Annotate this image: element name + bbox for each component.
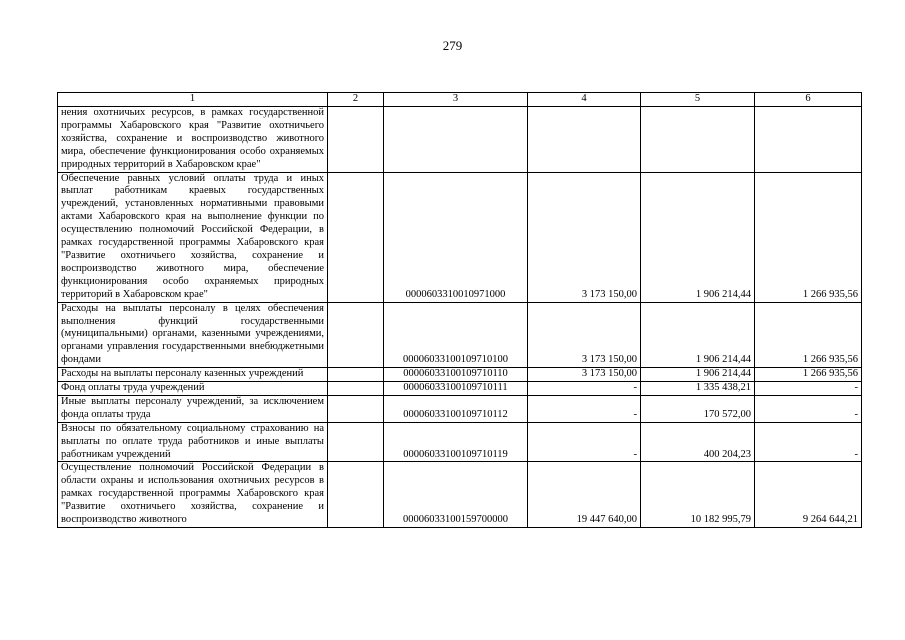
table-row: [58, 302, 862, 368]
row-col2: [328, 107, 384, 173]
row-value-5: 1 906 214,44: [641, 172, 755, 302]
row-value-5: 1 906 214,44: [641, 302, 755, 368]
row-value-6: 1 266 935,56: [755, 368, 862, 382]
row-value-4: -: [528, 422, 641, 462]
row-value-6: [755, 107, 862, 173]
row-value-6: 1 266 935,56: [755, 302, 862, 368]
row-name: Взносы по обязательному социальному страхованию на выплаты по оплате труда работников и иные выплаты работникам учреждений: [58, 422, 328, 462]
row-value-5: 170 572,00: [641, 395, 755, 422]
row-code: [384, 107, 528, 173]
row-value-5: [641, 107, 755, 173]
row-name: Фонд оплаты труда учреждений: [58, 382, 328, 396]
col-header-3: 3: [384, 93, 528, 107]
row-value-6: -: [755, 382, 862, 396]
table-row: [58, 422, 862, 462]
row-col2: [328, 395, 384, 422]
row-value-6: -: [755, 395, 862, 422]
row-col2: [328, 368, 384, 382]
row-col2: [328, 382, 384, 396]
row-value-5: 10 182 995,79: [641, 462, 755, 528]
row-col2: [328, 462, 384, 528]
table-row: [58, 107, 862, 173]
row-code: 00006033100109710100: [384, 302, 528, 368]
row-value-4: 3 173 150,00: [528, 172, 641, 302]
col-header-4: 4: [528, 93, 641, 107]
row-name: Обеспечение равных условий оплаты труда и иных выплат работникам краевых государственных учреждений, установленных нормативными правовыми актами Хабаровского края на выполнение функции по осуществлению полномочий Российской Федерации, в рамках государственной программы Хабаровского края "Развитие охотничьего хозяйства, сохранение и воспроизводство животного мира, обеспечение функционирования особо охраняемых природных территорий в Хабаровском крае": [58, 172, 328, 302]
row-code: 00006033100109710111: [384, 382, 528, 396]
row-code: 00006033100109710112: [384, 395, 528, 422]
row-code: 0000603310010971000: [384, 172, 528, 302]
row-value-4: 3 173 150,00: [528, 368, 641, 382]
row-col2: [328, 422, 384, 462]
row-value-4: 3 173 150,00: [528, 302, 641, 368]
row-value-5: 400 204,23: [641, 422, 755, 462]
col-header-5: 5: [641, 93, 755, 107]
row-value-4: -: [528, 395, 641, 422]
table-row: [58, 462, 862, 528]
row-value-4: -: [528, 382, 641, 396]
row-code: 00006033100159700000: [384, 462, 528, 528]
table-row: [58, 395, 862, 422]
row-value-5: 1 335 438,21: [641, 382, 755, 396]
budget-table: [57, 92, 862, 528]
row-name: Расходы на выплаты персоналу в целях обеспечения выполнения функций государственными (муниципальными) органами, казенными учреждениями, органами управления государственными внебюджетными фондами: [58, 302, 328, 368]
row-col2: [328, 302, 384, 368]
col-header-1: 1: [58, 93, 328, 107]
row-value-6: -: [755, 422, 862, 462]
page-number: 279: [442, 38, 463, 53]
row-name: Расходы на выплаты персоналу казенных учреждений: [58, 368, 328, 382]
row-value-6: 1 266 935,56: [755, 172, 862, 302]
col-header-6: 6: [755, 93, 862, 107]
table-row: [58, 382, 862, 396]
row-name: Осуществление полномочий Российской Федерации в области охраны и использования охотничьих ресурсов в рамках государственной программы Хабаровского края "Развитие охотничьего хозяйства, сохранение и воспроизводство животного: [58, 462, 328, 528]
row-value-4: 19 447 640,00: [528, 462, 641, 528]
row-code: 00006033100109710110: [384, 368, 528, 382]
row-value-6: 9 264 644,21: [755, 462, 862, 528]
row-name: нения охотничьих ресурсов, в рамках государственной программы Хабаровского края "Развитие охотничьего хозяйства, сохранение и воспроизводство животного мира, обеспечение функционирования особо охраняемых природных территорий в Хабаровском крае": [58, 107, 328, 173]
row-col2: [328, 172, 384, 302]
table-row: [58, 368, 862, 382]
table-row: [58, 172, 862, 302]
row-value-5: 1 906 214,44: [641, 368, 755, 382]
row-code: 00006033100109710119: [384, 422, 528, 462]
row-name: Иные выплаты персоналу учреждений, за исключением фонда оплаты труда: [58, 395, 328, 422]
col-header-2: 2: [328, 93, 384, 107]
row-value-4: [528, 107, 641, 173]
header-row: [58, 93, 862, 107]
